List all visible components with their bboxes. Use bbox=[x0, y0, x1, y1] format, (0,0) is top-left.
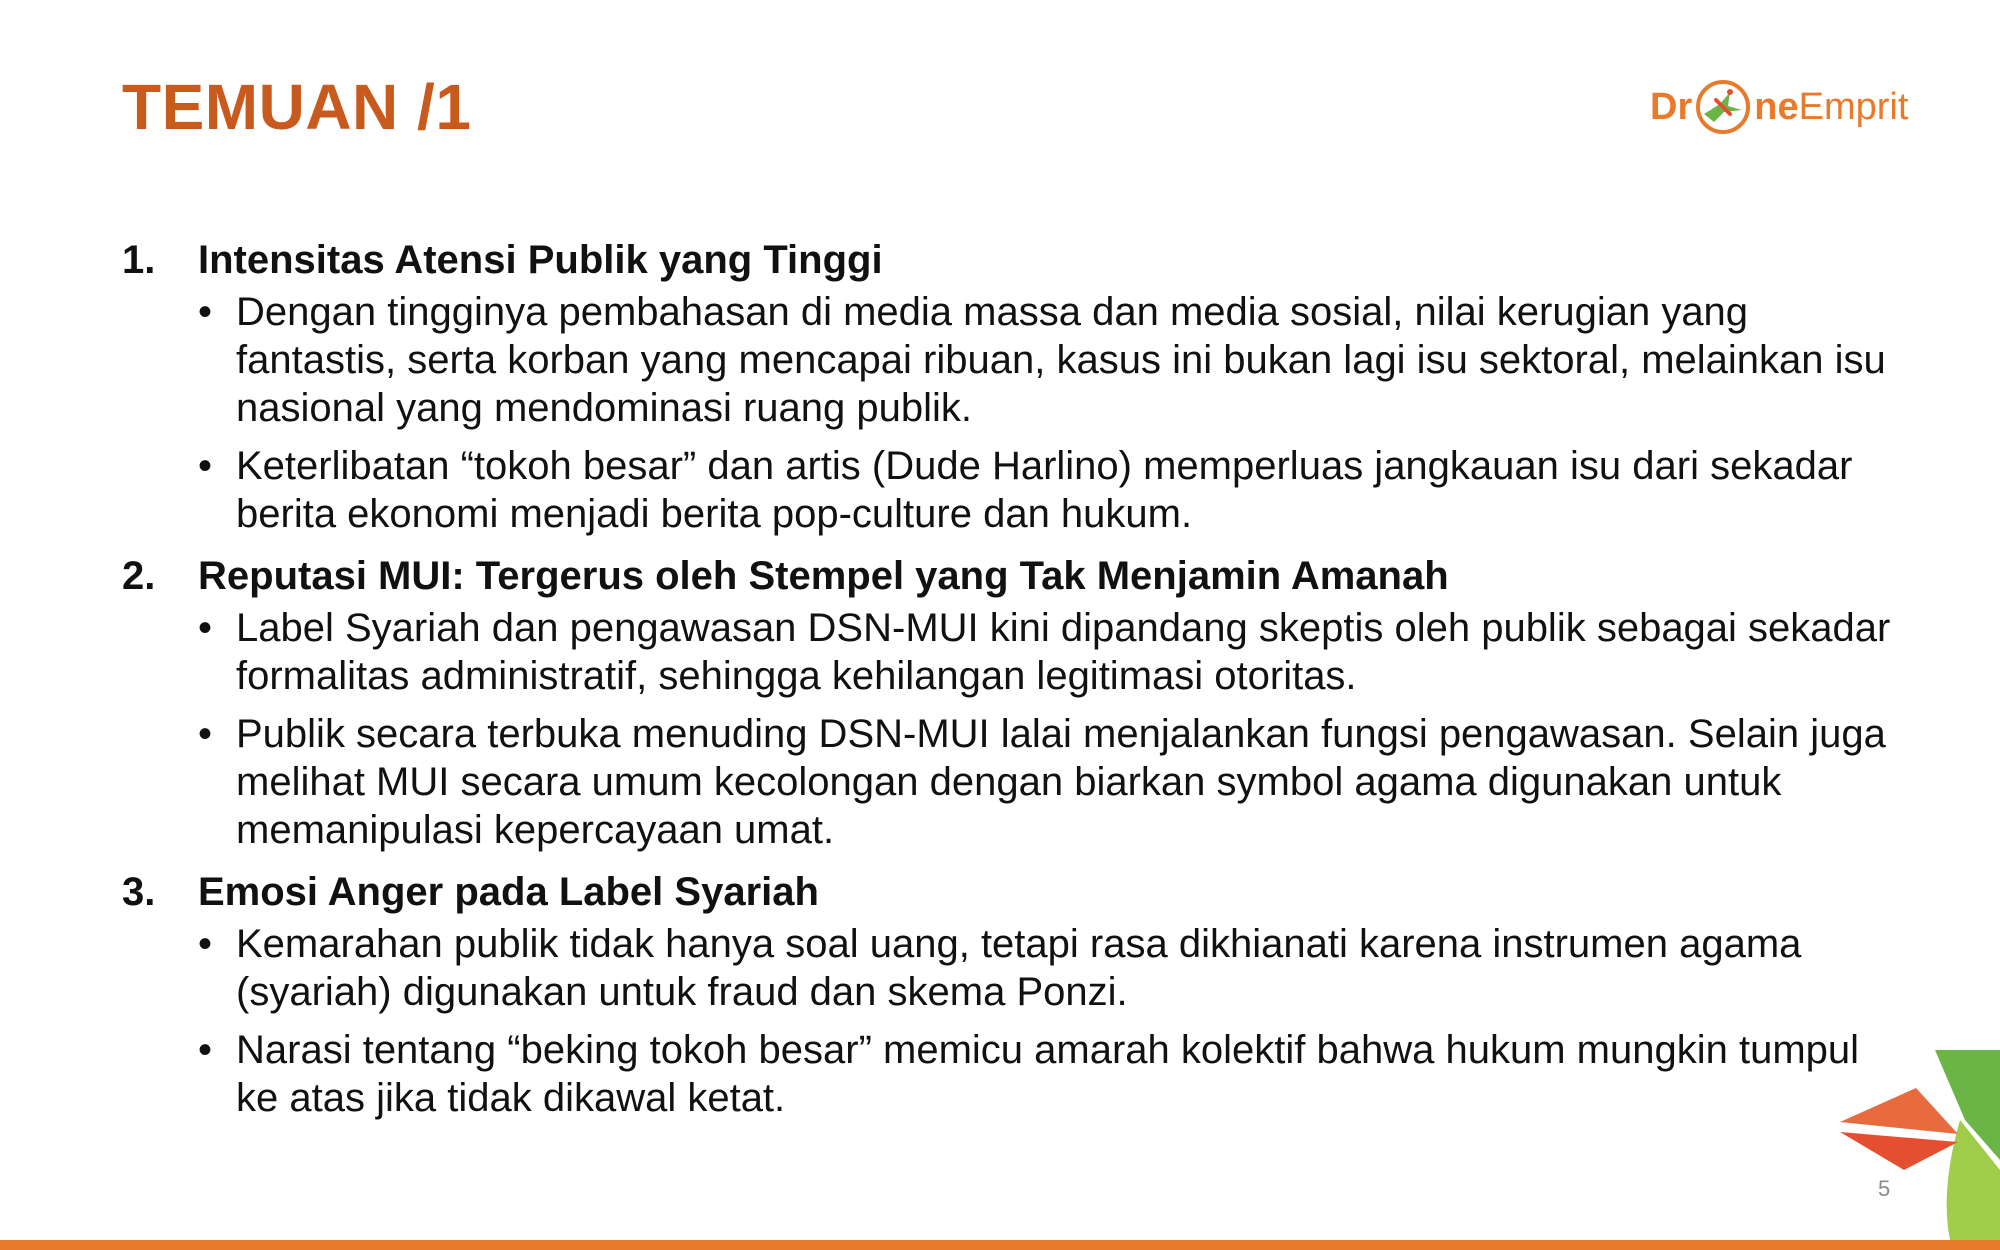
bullet-item bbox=[198, 920, 1902, 1016]
bullet-text: Keterlibatan “tokoh besar” dan artis (Dude Harlino) memperluas jangkauan isu dari sekadar berita ekonomi menjadi berita pop-culture dan hukum. bbox=[236, 444, 1853, 536]
bullet-mark: • bbox=[198, 712, 213, 756]
finding-number: 2. bbox=[122, 554, 156, 598]
finding-1 bbox=[122, 232, 1902, 538]
bullet-mark: • bbox=[198, 444, 213, 488]
finding-title: Reputasi MUI: Tergerus oleh Stempel yang Tak Menjamin Amanah bbox=[198, 554, 1449, 598]
logo-text-ne: ne bbox=[1754, 85, 1799, 128]
bullet-item bbox=[198, 288, 1902, 432]
finding-heading bbox=[122, 864, 1902, 920]
bullet-mark: • bbox=[198, 922, 213, 966]
bullet-mark: • bbox=[198, 606, 213, 650]
finding-title: Intensitas Atensi Publik yang Tinggi bbox=[198, 238, 883, 282]
finding-number: 3. bbox=[122, 870, 156, 914]
finding-title: Emosi Anger pada Label Syariah bbox=[198, 870, 819, 914]
logo-text-dr: Dr bbox=[1650, 85, 1693, 128]
bullet-mark: • bbox=[198, 290, 213, 334]
page-number: 5 bbox=[1878, 1176, 1891, 1201]
finding-heading bbox=[122, 232, 1902, 288]
bullet-mark: • bbox=[198, 1028, 213, 1072]
logo-text-emprit: Emprit bbox=[1798, 85, 1909, 128]
corner-shapes-decoration bbox=[1840, 1050, 2000, 1240]
bullet-text: Narasi tentang “beking tokoh besar” memicu amarah kolektif bahwa hukum mungkin tumpul ke atas jika tidak dikawal ketat. bbox=[236, 1028, 1860, 1120]
finding-bullets bbox=[198, 604, 1902, 854]
finding-bullets bbox=[198, 288, 1902, 538]
findings-list bbox=[122, 232, 1902, 1132]
bullet-item bbox=[198, 1026, 1902, 1122]
bullet-text: Kemarahan publik tidak hanya soal uang, tetapi rasa dikhianati karena instrumen agama (syariah) digunakan untuk fraud dan skema Ponzi. bbox=[236, 922, 1802, 1014]
finding-bullets bbox=[198, 920, 1902, 1122]
page-title: TEMUAN /1 bbox=[122, 71, 472, 143]
bullet-text: Dengan tingginya pembahasan di media massa dan media sosial, nilai kerugian yang fantastis, serta korban yang mencapai ribuan, kasus ini bukan lagi isu sektoral, melainkan isu nasional yang mendominasi ruang publik. bbox=[236, 290, 1886, 430]
bullet-item bbox=[198, 442, 1902, 538]
finding-2 bbox=[122, 548, 1902, 854]
bottom-accent-bar bbox=[0, 1240, 2000, 1250]
finding-heading bbox=[122, 548, 1902, 604]
bullet-text: Label Syariah dan pengawasan DSN-MUI kini dipandang skeptis oleh publik sebagai sekadar formalitas administratif, sehingga kehilangan legitimasi otoritas. bbox=[236, 606, 1891, 698]
finding-number: 1. bbox=[122, 238, 156, 282]
bullet-item bbox=[198, 604, 1902, 700]
bullet-item bbox=[198, 710, 1902, 854]
bullet-text: Publik secara terbuka menuding DSN-MUI lalai menjalankan fungsi pengawasan. Selain juga melihat MUI secara umum kecolongan dengan biarkan symbol agama digunakan untuk memanipulasi kepercayaan umat. bbox=[236, 712, 1886, 852]
drone-emprit-logo bbox=[1650, 72, 1908, 142]
drone-bird-icon bbox=[1694, 78, 1752, 136]
finding-3 bbox=[122, 864, 1902, 1122]
